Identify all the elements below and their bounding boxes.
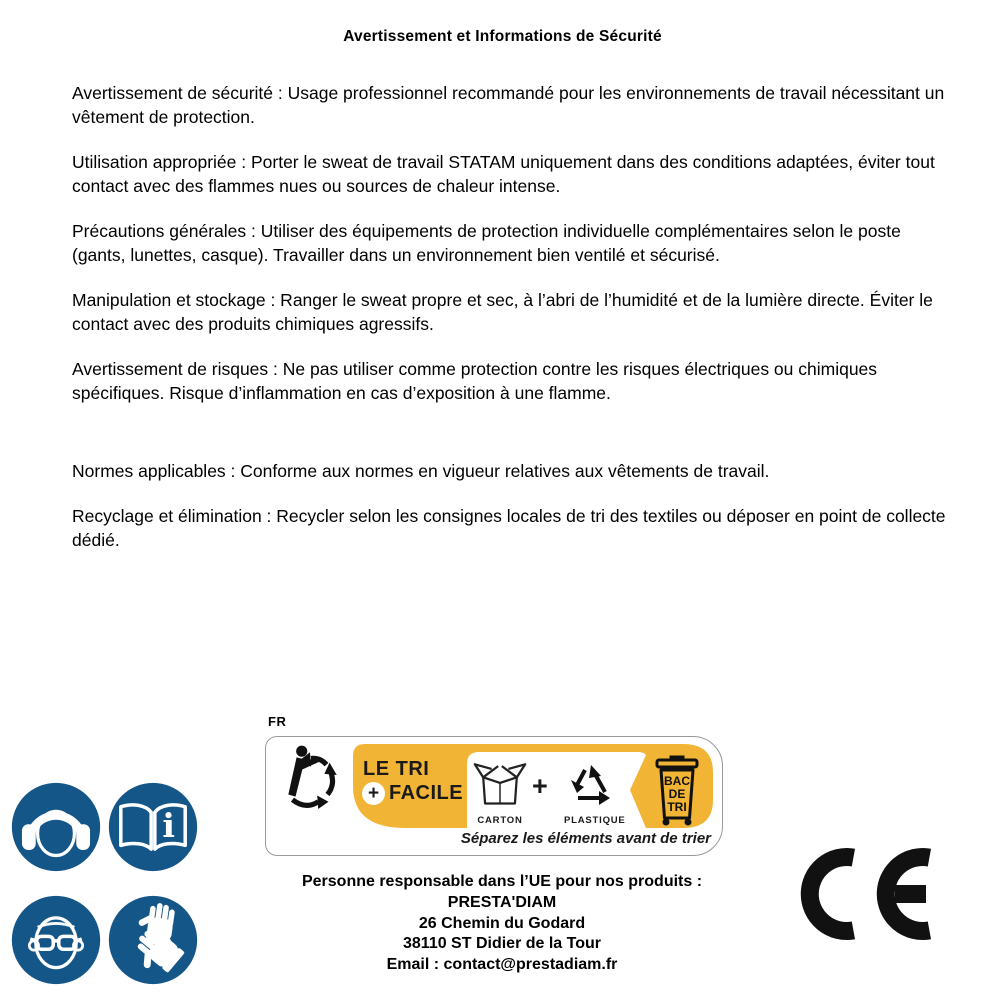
tri-headline-top: LE TRI xyxy=(363,758,430,780)
safety-paragraph: Normes applicables : Conforme aux normes en vigueur relatives aux vêtements de travail. xyxy=(72,461,770,481)
sorting-instruction: Séparez les éléments avant de trier xyxy=(460,830,711,847)
material-plastique-label: PLASTIQUE xyxy=(564,815,626,826)
material-plastique xyxy=(564,759,626,826)
email-line: Email : contact@prestadiam.fr xyxy=(386,956,618,974)
safety-text-block xyxy=(72,81,950,573)
bin-label-line: TRI xyxy=(667,800,687,814)
safety-paragraph: Recyclage et élimination : Recycler selon les consignes locales de tri des textiles ou déposer en point de collecte dédié. xyxy=(72,506,946,550)
footer-line: Personne responsable dans l’UE pour nos produits : xyxy=(301,873,703,890)
material-carton-label: CARTON xyxy=(477,815,523,826)
safety-paragraph: Avertissement de risques : Ne pas utiliser comme protection contre les risques électriques ou chimiques spécifiques. Risque d’inflammation en cas d’exposition à une flamme. xyxy=(72,359,878,403)
mandatory-ppe-icons xyxy=(10,781,199,986)
address-line: 26 Chemin du Godard xyxy=(418,914,586,932)
country-code-label: FR xyxy=(268,714,287,729)
svg-text:i: i xyxy=(162,806,175,846)
material-carton xyxy=(471,757,529,826)
tri-headline-bottom xyxy=(362,782,463,805)
bin-label-line: BAC xyxy=(664,774,690,788)
materials-plus-separator: + xyxy=(532,771,548,801)
safety-paragraph: Précautions générales : Utiliser des équipements de protection individuelle complémentaires selon le poste (gants, lunettes, casque). Travailler dans un environnement bien ventilé et sécurisé. xyxy=(72,221,901,265)
wear-eye-protection-icon xyxy=(10,894,102,986)
bin-label-line: DE xyxy=(668,787,686,801)
ce-marking-logo xyxy=(799,846,939,942)
company-name: PRESTA'DIAM xyxy=(447,893,557,911)
safety-paragraph: Avertissement de sécurité : Usage professionnel recommandé pour les environnements de travail nécessitant un vêtement de protection. xyxy=(72,83,945,127)
info-tri-label xyxy=(265,736,723,856)
plus-circle-icon: + xyxy=(362,782,385,805)
carton-box-icon xyxy=(472,757,528,807)
page-title: Avertissement et Informations de Sécurité xyxy=(343,28,662,45)
triman-icon xyxy=(280,743,342,811)
recycling-triangle-icon xyxy=(568,759,616,807)
safety-paragraph: Manipulation et stockage : Ranger le sweat propre et sec, à l’abri de l’humidité et de la lumière directe. Éviter le contact avec des produits chimiques agressifs. xyxy=(72,290,933,334)
sorting-bin-icon xyxy=(655,754,699,826)
tri-headline-facile: FACILE xyxy=(389,782,464,804)
wear-ear-protection-icon xyxy=(10,781,102,873)
read-instruction-manual-icon xyxy=(107,781,199,873)
wear-protective-gloves-icon xyxy=(107,894,199,986)
address-line: 38110 ST Didier de la Tour xyxy=(403,935,601,953)
safety-paragraph: Utilisation appropriée : Porter le sweat de travail STATAM uniquement dans des conditions adaptées, éviter tout contact avec des flammes nues ou sources de chaleur intense. xyxy=(72,152,935,196)
responsible-person-block xyxy=(252,872,752,976)
